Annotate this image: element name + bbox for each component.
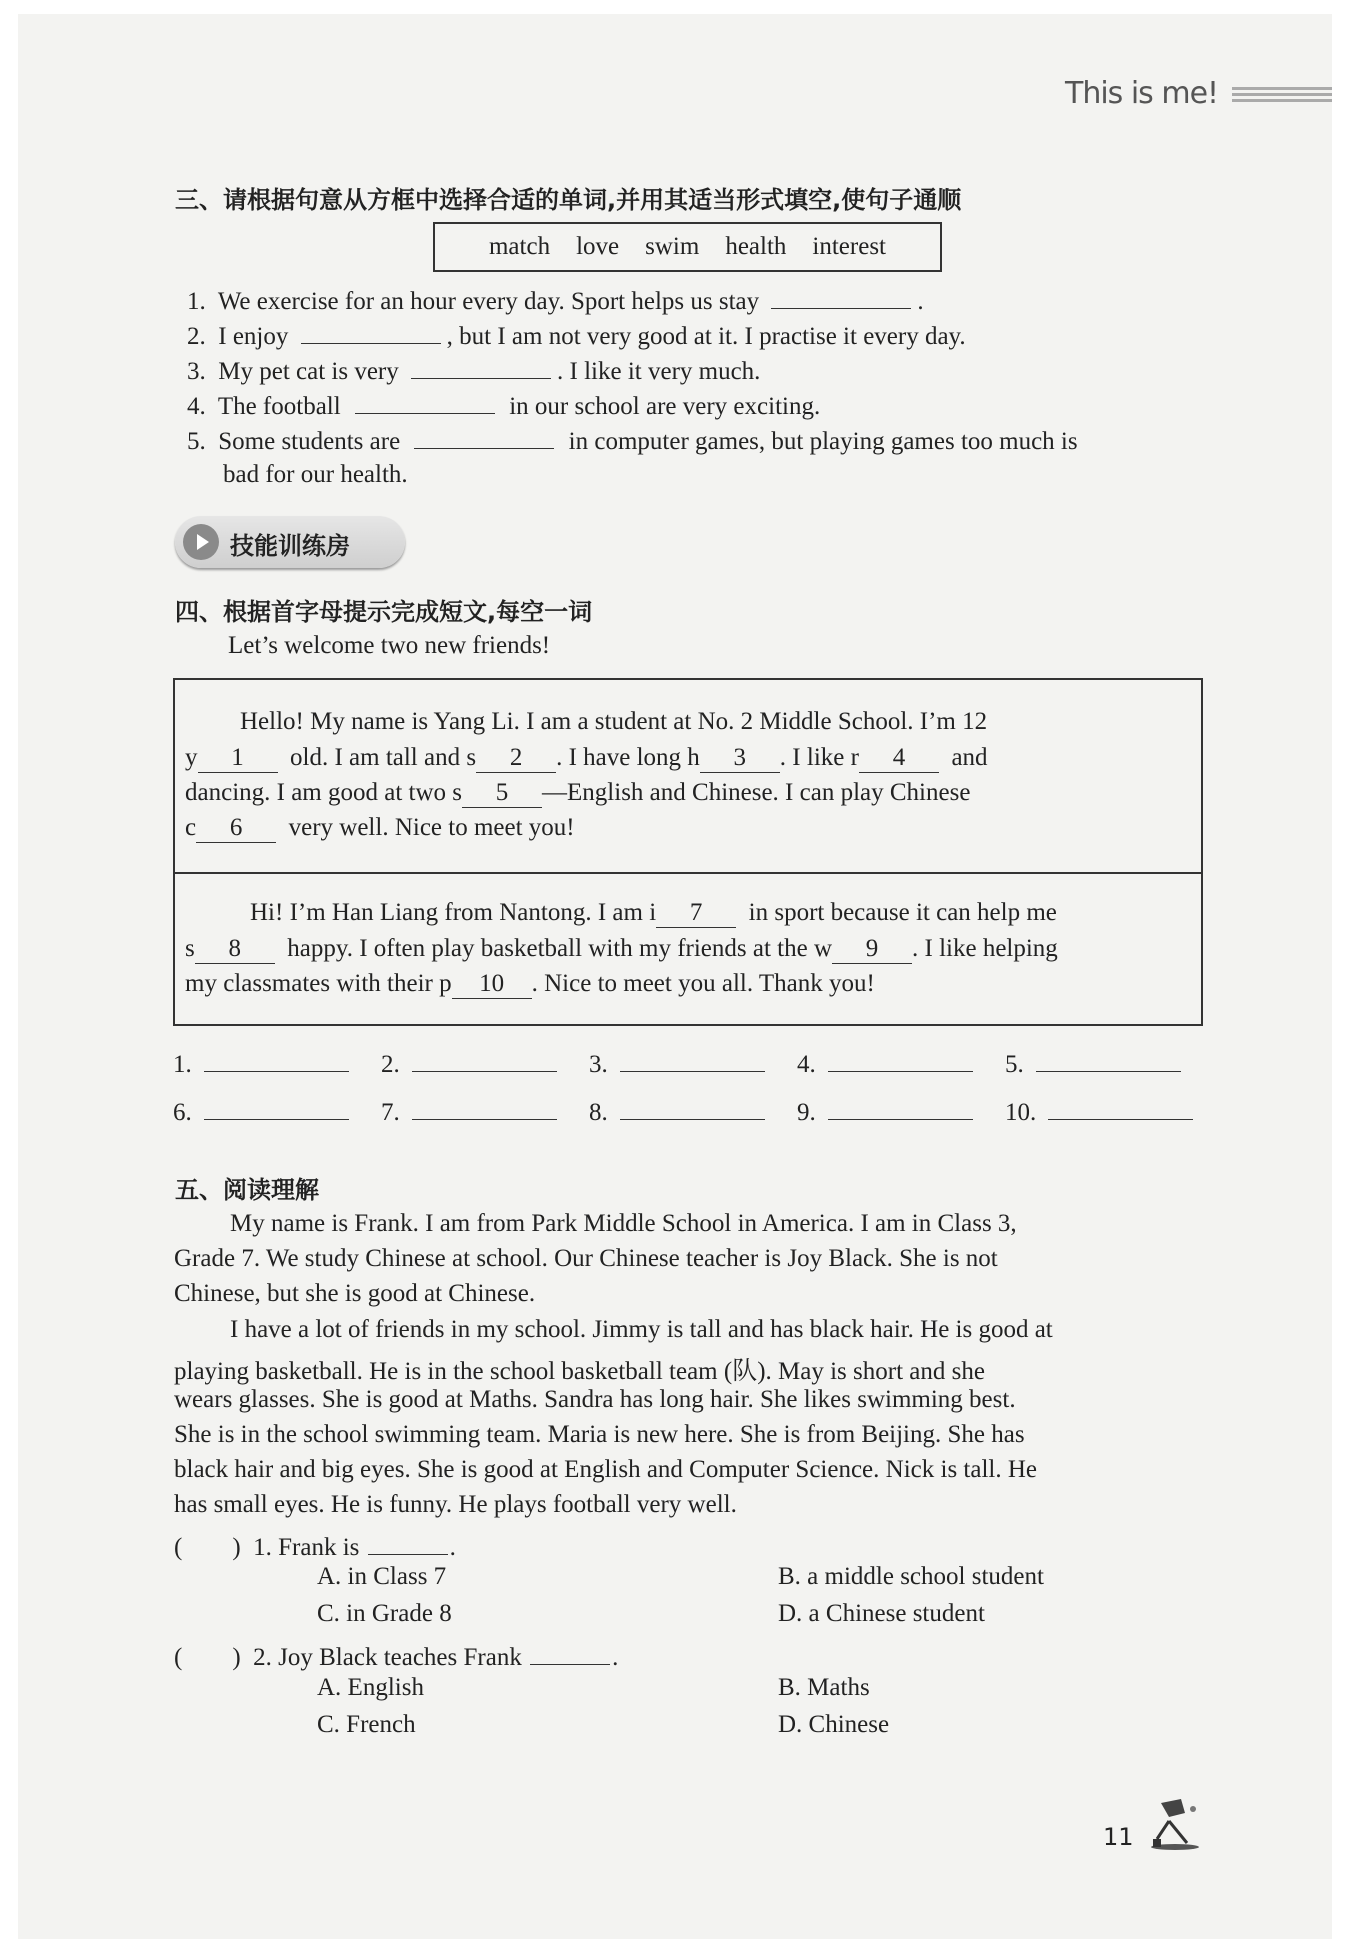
word-option: swim [645, 233, 700, 260]
s3-item-1: 1. We exercise for an hour every day. Sport helps us stay . [187, 288, 924, 315]
passage-line: Grade 7. We study Chinese at school. Our Chinese teacher is Joy Black. She is not [174, 1245, 998, 1272]
word-option: interest [812, 233, 886, 260]
skill-banner-label: 技能训练房 [230, 532, 350, 560]
blank-number: 6 [196, 814, 276, 843]
passage-line: She is in the school swimming team. Maria is new here. She is from Beijing. She has [174, 1421, 1025, 1448]
answer-slot[interactable]: 5. [1005, 1049, 1181, 1079]
s3-item-3: 3. My pet cat is very . I like it very much. [187, 358, 761, 385]
option[interactable]: D. Chinese [778, 1711, 890, 1738]
question-2: ( ) 2. Joy Black teaches Frank . [174, 1644, 619, 1671]
play-icon [183, 524, 219, 560]
skill-banner [175, 516, 405, 568]
word-option: match [488, 233, 551, 260]
section4-intro: Let’s welcome two new friends! [228, 632, 551, 659]
answer-paren[interactable]: ( ) [174, 1644, 241, 1671]
cloze-p1-line2: y 1 old. I am tall and s 2 . I have long h 3 . I like r 4 and [185, 744, 988, 771]
option[interactable]: B. Maths [778, 1674, 870, 1701]
blank-number: 5 [462, 779, 542, 808]
option[interactable]: C. in Grade 8 [317, 1600, 452, 1627]
fill-blank[interactable] [411, 356, 551, 379]
blank-number: 9 [832, 935, 912, 964]
cloze-p2-line1: Hi! I’m Han Liang from Nantong. I am i 7 in sport because it can help me [250, 899, 1057, 926]
answer-slot[interactable]: 9. [797, 1097, 973, 1127]
blank-number: 8 [195, 935, 275, 964]
blank-number: 10 [452, 970, 532, 999]
passage-line: My name is Frank. I am from Park Middle School in America. I am in Class 3, [230, 1210, 1017, 1237]
option[interactable]: A. in Class 7 [317, 1563, 447, 1590]
passage-line: Chinese, but she is good at Chinese. [174, 1280, 536, 1307]
blank-number: 3 [700, 744, 780, 773]
passage-line: playing basketball. He is in the school basketball team (队). May is short and she [174, 1358, 985, 1385]
option[interactable]: B. a middle school student [778, 1563, 1044, 1590]
answer-slot[interactable]: 2. [381, 1049, 557, 1079]
blank-number: 7 [656, 899, 736, 928]
cloze-divider [175, 872, 1201, 874]
option[interactable]: D. a Chinese student [778, 1600, 985, 1627]
answer-slot[interactable]: 1. [173, 1049, 349, 1079]
passage-line: I have a lot of friends in my school. Jimmy is tall and has black hair. He is good at [230, 1316, 1053, 1343]
section4-heading: 四、根据首字母提示完成短文,每空一词 [175, 598, 593, 626]
lamp-icon [1147, 1795, 1203, 1851]
answer-slot[interactable]: 8. [589, 1097, 765, 1127]
answer-slot[interactable]: 6. [173, 1097, 349, 1127]
fill-blank[interactable] [368, 1532, 448, 1555]
section3-heading: 三、请根据句意从方框中选择合适的单词,并用其适当形式填空,使句子通顺 [175, 186, 962, 214]
word-option: love [576, 233, 620, 260]
header-decoration [1232, 87, 1332, 107]
answer-slot[interactable]: 7. [381, 1097, 557, 1127]
answer-slot[interactable]: 10. [1005, 1097, 1193, 1127]
passage-line: wears glasses. She is good at Maths. Sandra has long hair. She likes swimming best. [174, 1386, 1016, 1413]
page-number: 11 [1103, 1823, 1134, 1851]
answer-paren[interactable]: ( ) [174, 1534, 241, 1561]
s3-item-4: 4. The football in our school are very exciting. [187, 393, 821, 420]
fill-blank[interactable] [771, 286, 911, 309]
fill-blank[interactable] [530, 1642, 610, 1665]
option[interactable]: A. English [317, 1674, 424, 1701]
cloze-p1-line1: Hello! My name is Yang Li. I am a student at No. 2 Middle School. I’m 12 [240, 708, 988, 735]
word-box [433, 222, 942, 272]
s3-item-2: 2. I enjoy , but I am not very good at it. I practise it every day. [187, 323, 966, 350]
question-1: ( ) 1. Frank is . [174, 1534, 456, 1561]
fill-blank[interactable] [355, 391, 495, 414]
passage-line: black hair and big eyes. She is good at English and Computer Science. Nick is tall. He [174, 1456, 1038, 1483]
blank-number: 4 [859, 744, 939, 773]
blank-number: 2 [476, 744, 556, 773]
s3-item-5-cont: bad for our health. [223, 461, 408, 488]
fill-blank[interactable] [414, 426, 554, 449]
fill-blank[interactable] [301, 321, 441, 344]
answer-slot[interactable]: 3. [589, 1049, 765, 1079]
blank-number: 1 [198, 744, 278, 773]
s3-item-5: 5. Some students are in computer games, but playing games too much is [187, 428, 1078, 455]
cloze-p1-line4: c 6 very well. Nice to meet you! [185, 814, 575, 841]
answer-slot[interactable]: 4. [797, 1049, 973, 1079]
header-title: This is me! [1065, 76, 1219, 111]
cloze-p2-line3: my classmates with their p 10 . Nice to meet you all. Thank you! [185, 970, 875, 997]
option[interactable]: C. French [317, 1711, 416, 1738]
cloze-p1-line3: dancing. I am good at two s 5 —English and Chinese. I can play Chinese [185, 779, 971, 806]
passage-line: has small eyes. He is funny. He plays football very well. [174, 1491, 737, 1518]
word-option: health [725, 233, 787, 260]
section5-heading: 五、阅读理解 [175, 1176, 319, 1204]
cloze-p2-line2: s 8 happy. I often play basketball with my friends at the w 9 . I like helping [185, 935, 1058, 962]
